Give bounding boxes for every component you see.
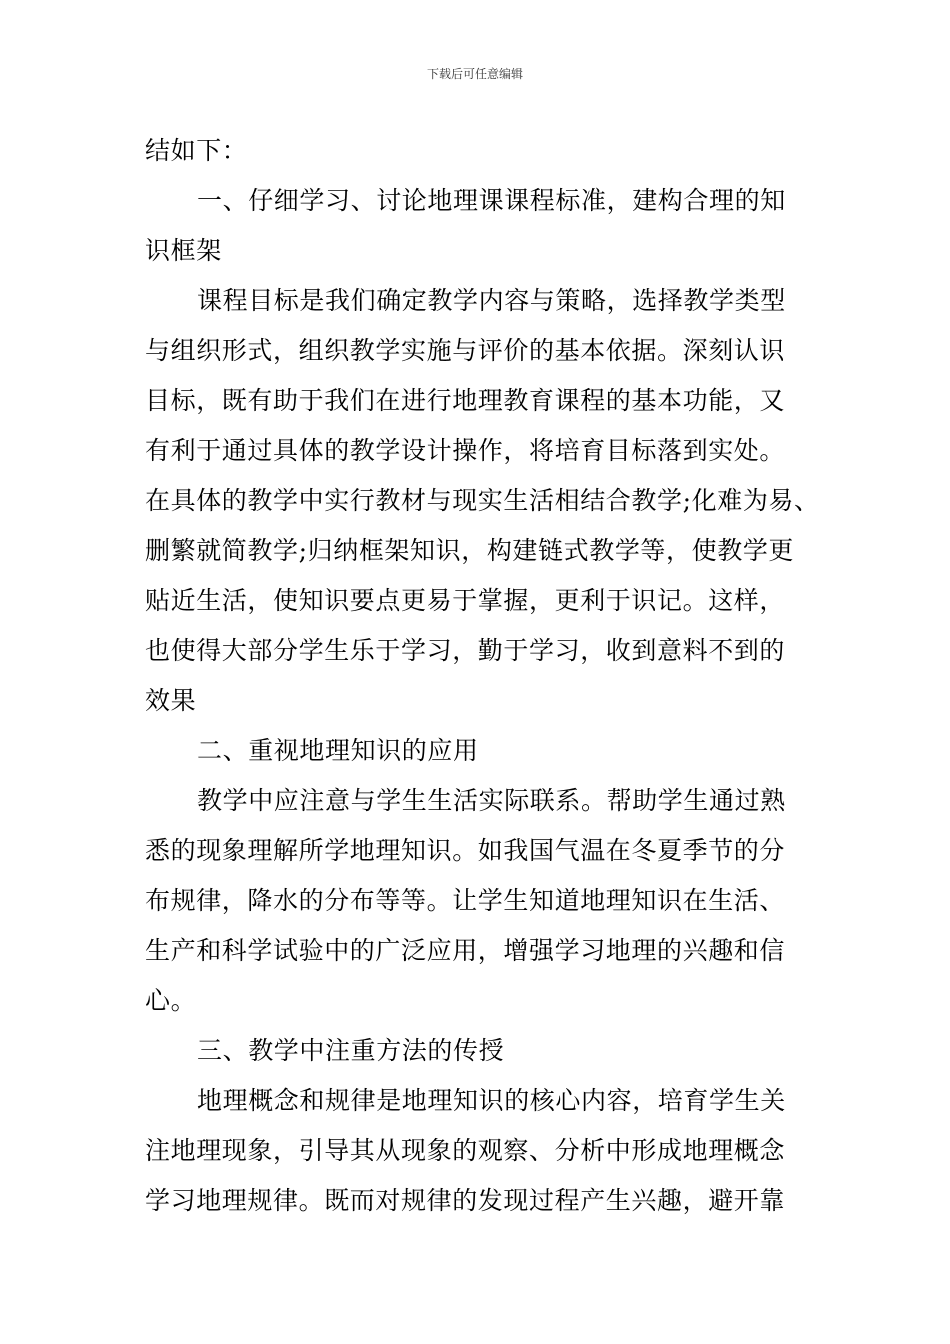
text-line: 学习地理规律。既而对规律的发现过程产生兴趣，避开靠 [145,1186,786,1215]
text-line: 教学中应注意与学生生活实际联系。帮助学生通过熟 [197,786,786,815]
section-heading: 一、仔细学习、讨论地理课课程标准，建构合理的知 [197,186,786,215]
document-body [145,126,835,1226]
text-line: 生产和科学试验中的广泛应用，增强学习地理的兴趣和信 [145,936,786,965]
text-line: 悉的现象理解所学地理知识。如我国气温在冬夏季节的分 [145,836,786,865]
text-line: 注地理现象，引导其从现象的观察、分析中形成地理概念 [145,1136,786,1165]
text-line: 结如下： [145,136,248,165]
text-line: 也使得大部分学生乐于学习，勤于学习，收到意料不到的 [145,636,786,665]
text-line: 布规律，降水的分布等等。让学生知道地理知识在生活、 [145,886,786,915]
text-line: 在具体的教学中实行教材与现实生活相结合教学;化难为易、 [145,486,820,515]
section-heading: 三、教学中注重方法的传授 [197,1036,505,1065]
text-line: 课程目标是我们确定教学内容与策略，选择教学类型 [197,286,786,315]
text-line: 目标，既有助于我们在进行地理教育课程的基本功能，又 [145,386,786,415]
text-line: 删繁就简教学;归纳框架知识，构建链式教学等，使教学更 [145,536,795,565]
text-line: 有利于通过具体的教学设计操作，将培育目标落到实处。 [145,436,786,465]
text-line: 心。 [145,986,197,1015]
text-line: 效果 [145,686,197,715]
section-heading: 二、重视地理知识的应用 [197,736,479,765]
text-line: 识框架 [145,236,222,265]
text-line: 贴近生活，使知识要点更易于掌握，更利于识记。这样， [145,586,786,615]
text-line: 与组织形式，组织教学实施与评价的基本依据。深刻认识 [145,336,786,365]
page-header: 下载后可任意编辑 [426,67,523,81]
text-line: 地理概念和规律是地理知识的核心内容，培育学生关 [197,1086,786,1115]
